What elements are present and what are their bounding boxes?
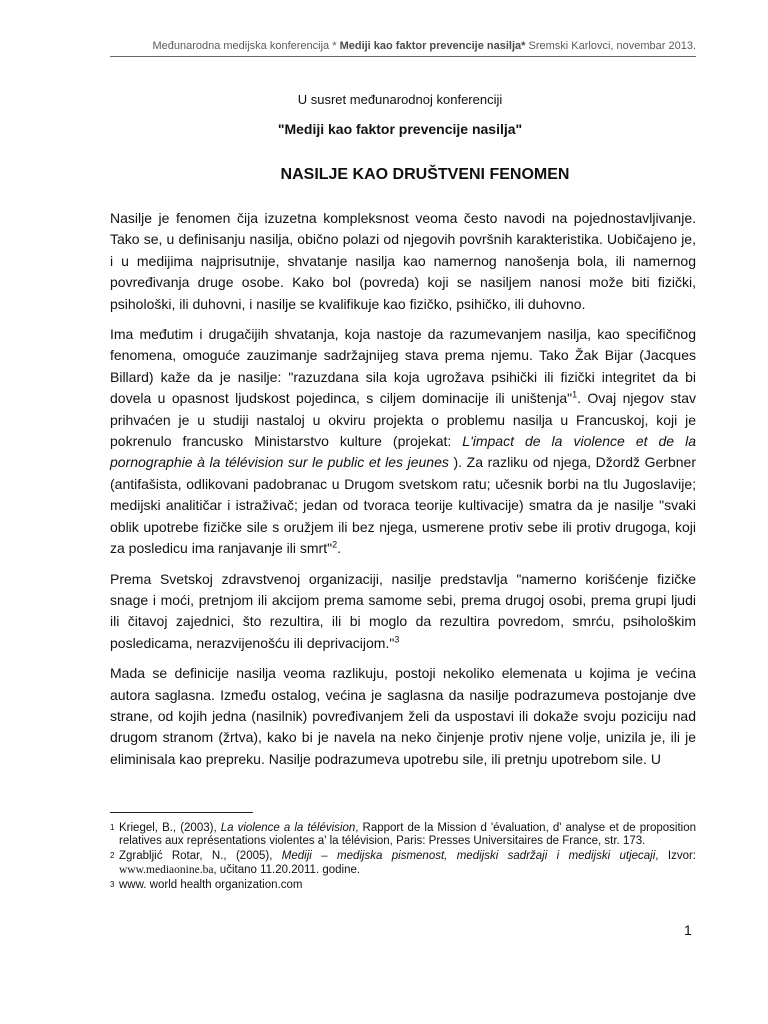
article-body [110, 208, 696, 779]
paragraph-4: Mada se definicije nasilja veoma razlikuju, postoji nekoliko elemenata u kojima je većina autora saglasna. Između ostalog, većina je saglasna da nasilje podrazumeva postojanje dve strane, od kojih jedna (nasilnik) povređivanjem želi da uspostavi ili dokaže svoju poziciju nad drugom stranom (žrtva), kako bi je navela na neko činjenje protiv njene volje, unizila je, ili je eliminisala kao prepreku. Nasilje podrazumeva upotrebu sile, ili pretnju upotrebom sile. U [110, 665, 696, 767]
footnote-1-mark: 1 [110, 823, 115, 832]
footnote-1 [110, 822, 696, 848]
footnote-3 [110, 879, 696, 892]
footnotes [110, 822, 696, 894]
header-theme: Mediji kao faktor prevencije nasilja* [339, 40, 526, 52]
footnote-3-text: www. world health organization.com [119, 878, 303, 891]
paragraph-2-text-b: . Ovaj njegov stav prihvaćen je u studiji nastaloj u okviru projekta o problemu nasilja u Francuskoj, koji je pokrenulo francusko Ministarstvo kulture (projekat: [110, 390, 696, 450]
footnote-separator [110, 812, 253, 813]
footnote-ref-1: 1 [572, 389, 578, 400]
paragraph-2-text-a: Ima međutim i drugačijih shvatanja, koja nastoje da razumevanjem nasilja, kao specifičnog fenomena, omoguće zauzimanje sadržajnijeg stava prema njemu. Tako Žak Bijar (Jacques Billard) kaže da je nasilje: "razuzdana sila koja ugrožava psihički ili fizički integritet da bi dovela u opasnost ljudskost pojedinca, s ciljem dominacije ili uništenja" [110, 326, 696, 407]
paragraph-2 [110, 324, 696, 559]
footnote-2-title: Mediji – medijska pismenost, medijski sadržaji i medijski utjecaji [281, 850, 656, 863]
footnote-2-url: www.mediaonine.ba [119, 863, 214, 876]
paragraph-2-text-c: ). Za razliku od njega, Džordž Gerbner (antifašista, odlikovani padobranac u Drugom svetskom ratu; učesnik borbi na tlu Jugoslavije; medijski analitičar i istraživač; jedan od tvoraca teorije kultivacije) smatra da je nasilje "svaki oblik upotrebe fizičke sile s oružjem ili bez njega, usmerene protiv sebe ili protiv drugoga, koji za posledicu ima ranjavanje ili smrt" [110, 454, 696, 557]
footnote-1-title: La violence a la télévision [220, 822, 356, 834]
paragraph-2-text-d: . [337, 540, 341, 557]
paragraph-3-text: Prema Svetskoj zdravstvenoj organizaciji, nasilje predstavlja "namerno korišćenje fizičke snage i moći, pretnjom ili akcijom prema samome sebi, prema drugoj osobi, prema grupi ljudi ili čitavoj zajednici, što rezultira, ili bi moglo da rezultira povredom, smrću, psihološkim posledicama, nerazvijenošću ili deprivacijom." [110, 570, 696, 651]
project-title: L'impact de la violence et de la pornographie à la télévision sur le public et les jeunes [110, 433, 696, 471]
footnote-2-text-c: , učitano 11.20.2011. godine. [213, 863, 361, 876]
footnote-2-text-a: Zgrabljić Rotar, N., (2005), [119, 850, 282, 863]
article-title: NASILJE KAO DRUŠTVENI FENOMEN [280, 166, 570, 183]
header-place-date: Sremski Karlovci, novembar 2013. [528, 40, 696, 52]
conference-title: "Mediji kao faktor prevencije nasilja" [277, 121, 523, 137]
footnote-3-mark: 3 [110, 879, 115, 889]
footnote-ref-2: 2 [332, 539, 338, 550]
footnote-2-text-b: , Izvor: [655, 850, 696, 863]
footnote-1-text-a: Kriegel, B., (2003), [119, 822, 221, 834]
footnote-2-mark: 2 [110, 851, 115, 861]
paragraph-3 [110, 569, 696, 655]
footnote-2 [110, 850, 696, 876]
footnote-ref-3: 3 [394, 634, 400, 645]
page-number: 1 [684, 922, 692, 938]
running-header [110, 40, 696, 57]
paragraph-1: Nasilje je fenomen čija izuzetna kompleksnost veoma često navodi na pojednostavljivanje. Tako se, u definisanju nasilja, obično polazi od njegovih površnih karakteristika. Uobičajeno je, i u medijima najprisutnije, shvatanje nasilja kao namernog nanošenja bola, ili namernog povređivanja druge osobe. Kako bol (povreda) koji se nasiljem nanosi može biti fizički, psihološki, ili duhovni, i nasilje se kvalifikuje kao fizičko, psihičko, ili duhovno. [110, 210, 696, 312]
footnote-1-text-b: , Rapport de la Mission d 'évaluation, d' analyse et de proposition relatives aux représentations violentes a' la télévision, Paris: Presses Universitaires de France, str. 173. [119, 822, 696, 848]
subtitle: U susret međunarodnoj konferenciji [297, 92, 503, 107]
header-conference: Međunarodna medijska konferencija * [152, 40, 337, 52]
